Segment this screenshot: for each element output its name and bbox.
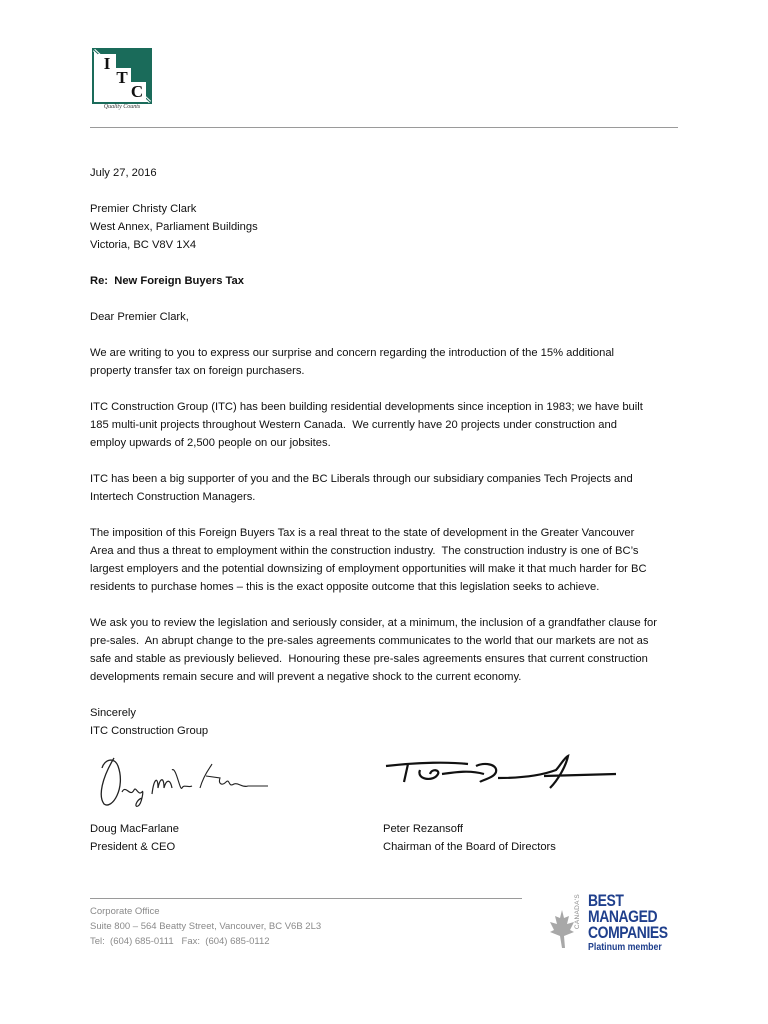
body-paragraph-4 [90,524,680,596]
signatory-1-name: Doug MacFarlane [90,823,179,835]
signature-rezansoff [380,752,620,796]
body-line: Area and thus a threat to employment within the construction industry. The construction industry is one of BC’s [90,545,639,557]
badge-tier: Platinum member [588,942,662,953]
recipient-name: Premier Christy Clark [90,203,197,215]
signatory-2-name: Peter Rezansoff [383,823,464,835]
recipient-address-line2: Victoria, BC V8V 1X4 [90,239,197,251]
body-line: 185 multi-unit projects throughout Western Canada. We currently have 20 projects under construction and [90,419,617,431]
itc-logo [92,48,152,112]
body-line: We are writing to you to express our surprise and concern regarding the introduction of the 15% additional [90,347,615,359]
company-name: ITC Construction Group [90,725,209,737]
footer-phones: Tel: (604) 685-0111 Fax: (604) 685-0112 [90,936,270,947]
footer-rule [90,898,522,899]
closing-block [90,704,680,740]
body-paragraph-2 [90,398,680,452]
body-line: We ask you to review the legislation and seriously consider, at a minimum, the inclusion of a grandfather clause for [90,617,657,629]
footer-street: Suite 800 – 564 Beatty Street, Vancouver, BC V6B 2L3 [90,921,322,932]
closing: Sincerely [90,707,137,719]
signatory-2-title: Chairman of the Board of Directors [383,841,556,853]
badge-line-3: COMPANIES [588,923,668,942]
maple-leaf-icon [548,908,576,952]
body-line: employ upwards of 2,500 people on our jobsites. [90,437,331,449]
subject-line: Re: New Foreign Buyers Tax [90,275,244,287]
letter-body [90,164,680,758]
badge-country: CANADA'S [574,894,581,930]
body-line: Intertech Construction Managers. [90,491,256,503]
body-line: safe and stable as previously believed. Honouring these pre-sales agreements ensures that current construction [90,653,648,665]
logo-tagline: Quality Counts [103,104,141,110]
body-paragraph-1 [90,344,680,380]
badge-line-2: MANAGED [588,907,658,926]
body-line: pre-sales. An abrupt change to the pre-sales agreements communicates to the world that our markets are not as [90,635,649,647]
body-line: developments remain secure and will prevent a negative shock to the current economy. [90,671,522,683]
body-line: ITC Construction Group (ITC) has been building residential developments since inception in 1983; we have built [90,401,643,413]
logo-letter-c: C [130,82,144,101]
footer-label: Corporate Office [90,906,160,917]
logo-letter-t: T [116,68,128,87]
body-paragraph-3 [90,470,680,506]
recipient-address-line1: West Annex, Parliament Buildings [90,221,258,233]
body-line: ITC has been a big supporter of you and the BC Liberals through our subsidiary companies Tech Projects and [90,473,633,485]
best-managed-badge [588,893,685,954]
body-paragraph-5 [90,614,680,686]
body-line: The imposition of this Foreign Buyers Tax is a real threat to the state of development in the Greater Vancouver [90,527,635,539]
footer-address [90,904,321,949]
header-rule [90,127,678,128]
logo-letter-i: I [103,54,111,73]
salutation: Dear Premier Clark, [90,311,189,323]
body-line: property transfer tax on foreign purchasers. [90,365,305,377]
signatory-1-title: President & CEO [90,841,176,853]
recipient-block [90,200,680,254]
signatory-1 [90,820,179,856]
signature-macfarlane [92,748,272,814]
letter-date: July 27, 2016 [90,167,157,179]
signatory-2 [383,820,556,856]
badge-line-1: BEST [588,891,624,910]
body-line: residents to purchase homes – this is the exact opposite outcome that this legislation seeks to achieve. [90,581,600,593]
body-line: largest employers and the potential downsizing of employment opportunities will make it that much harder for BC [90,563,647,575]
